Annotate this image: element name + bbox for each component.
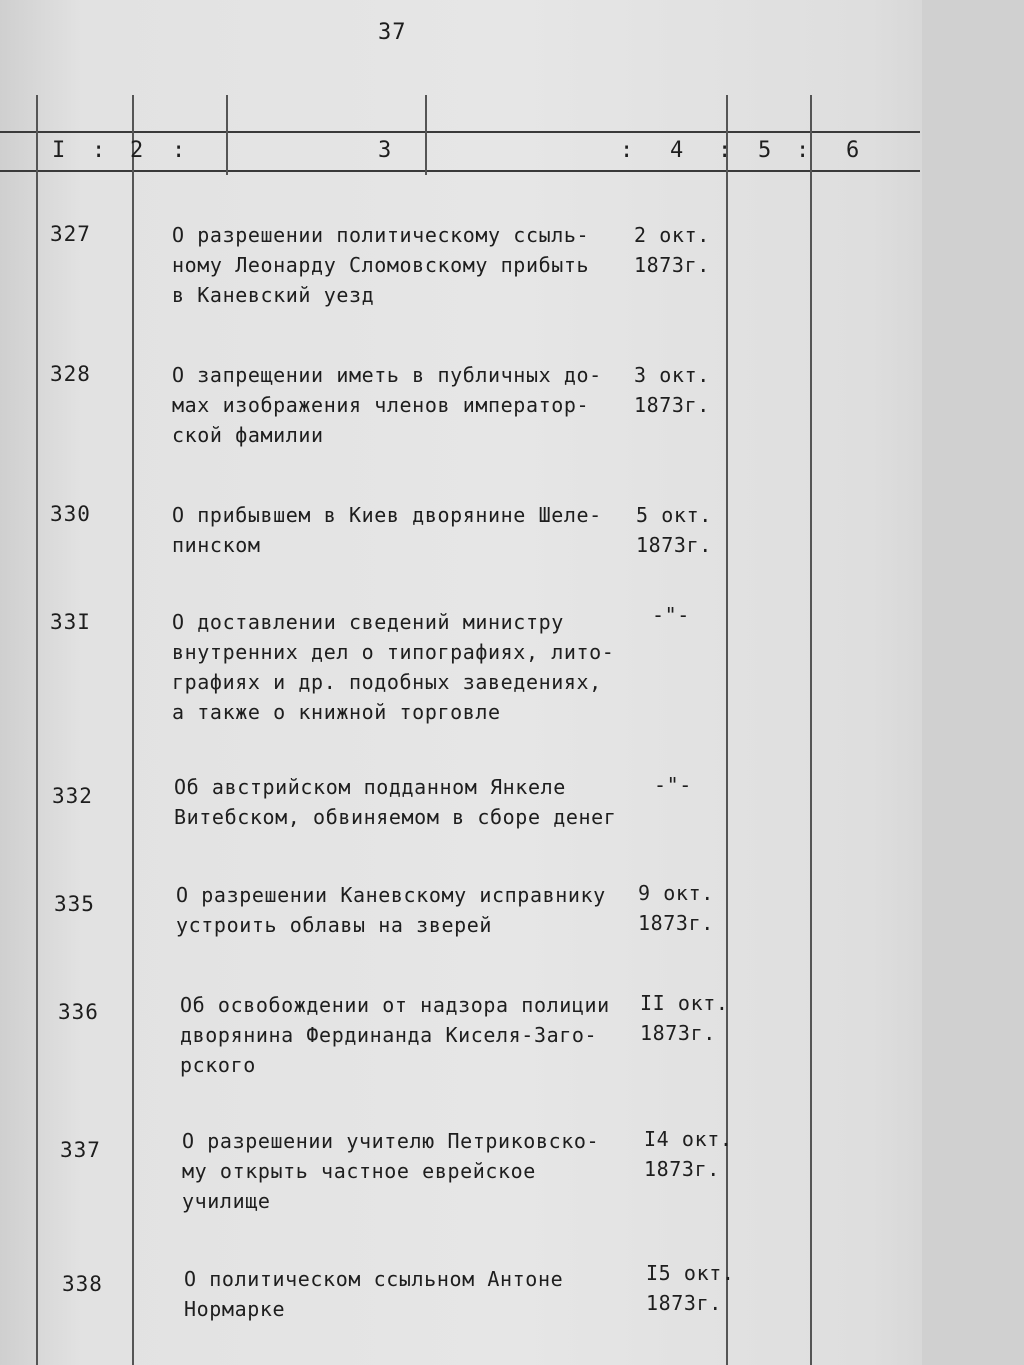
column-separator: :	[620, 138, 634, 163]
record-number: 337	[60, 1138, 101, 1162]
record-date: I5 окт. 1873г.	[646, 1261, 735, 1315]
record-number: 336	[58, 1000, 99, 1024]
column-number-2: 2	[130, 138, 144, 163]
record-title: Об австрийском подданном Янкеле Витебском, обвиняемом в сборе денег	[174, 775, 617, 829]
column-divider	[132, 95, 134, 1365]
column-separator: :	[718, 138, 732, 163]
record-number: 335	[54, 892, 95, 916]
page-number: 37	[378, 20, 407, 45]
column-number-4: 4	[670, 138, 684, 163]
record-title: О разрешении учителю Петриковско- му открыть частное еврейское училище	[182, 1129, 600, 1213]
column-divider	[810, 95, 812, 1365]
record-number: 338	[62, 1272, 103, 1296]
column-separator: :	[172, 138, 186, 163]
column-number-3: 3	[378, 138, 392, 163]
record-date: 3 окт. 1873г.	[634, 363, 710, 417]
record-title: О доставлении сведений министру внутренних дел о типографиях, лито- графиях и др. подобных заведениях, а также о книжной торговле	[172, 610, 615, 724]
record-number: 327	[50, 222, 91, 246]
column-divider	[425, 95, 427, 175]
record-title: О разрешении политическому ссыль- ному Леонарду Сломовскому прибыть в Каневский уезд	[172, 223, 590, 307]
column-number-6: 6	[846, 138, 860, 163]
record-date: I4 окт. 1873г.	[644, 1127, 733, 1181]
record-title: О прибывшем в Киев дворянине Шеле- пинском	[172, 503, 602, 557]
column-divider	[36, 95, 38, 1365]
record-title: О разрешении Каневскому исправнику устроить облавы на зверей	[176, 883, 606, 937]
record-date: II окт. 1873г.	[640, 991, 729, 1045]
record-title: Об освобождении от надзора полиции дворянина Фердинанда Киселя-Заго- рского	[180, 993, 610, 1077]
column-number-5: 5	[758, 138, 772, 163]
header-bottom-rule	[0, 170, 920, 172]
column-separator: :	[796, 138, 810, 163]
record-date: 5 окт. 1873г.	[636, 503, 712, 557]
record-number: 330	[50, 502, 91, 526]
header-top-rule	[0, 131, 920, 133]
record-date: 9 окт. 1873г.	[638, 881, 714, 935]
record-number: 33I	[50, 610, 91, 634]
record-title: О политическом ссыльном Антоне Нормарке	[184, 1267, 564, 1321]
record-date: -"-	[654, 773, 692, 797]
record-title: О запрещении иметь в публичных до- мах изображения членов император- ской фамилии	[172, 363, 602, 447]
column-divider	[226, 95, 228, 175]
record-number: 332	[52, 784, 93, 808]
record-date: -"-	[652, 603, 690, 627]
column-separator: :	[92, 138, 106, 163]
page-edge	[922, 0, 1024, 1365]
column-number-1: I	[52, 138, 66, 163]
record-date: 2 окт. 1873г.	[634, 223, 710, 277]
record-number: 328	[50, 362, 91, 386]
